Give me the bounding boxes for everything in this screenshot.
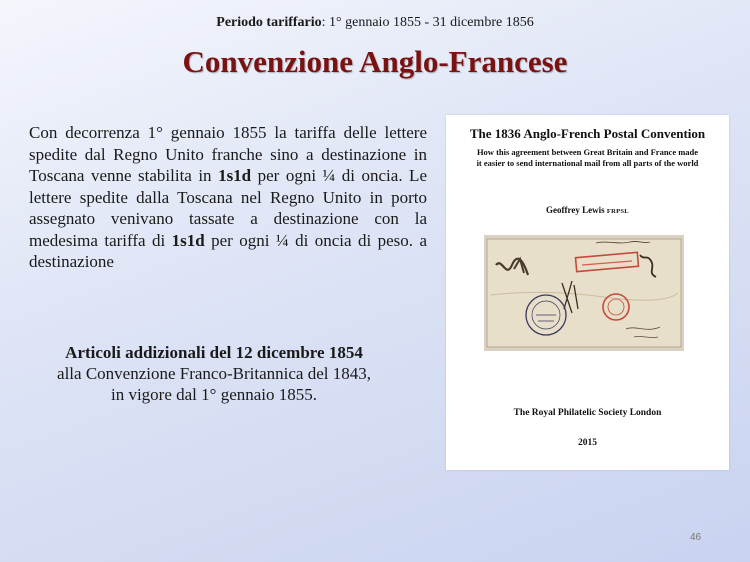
book-publisher: The Royal Philatelic Society London [513, 408, 662, 418]
page-number: 46 [690, 532, 702, 543]
book-subtitle-line-2: it easier to send international mail from all parts of the world [476, 158, 699, 168]
body-text-part-3: per ogni ¼ di oncia di peso. a destinazione [29, 230, 428, 271]
tariff-period-label: Periodo tariffario [216, 15, 322, 30]
body-paragraph [29, 122, 427, 273]
book-author-name: Geoffrey Lewis [546, 205, 605, 215]
body-text-part-1: Con decorrenza 1° gennaio 1855 la tariffa delle lettere spedite dal Regno Unito franche sino a destinazione in Toscana venne stabilita in [29, 123, 427, 185]
tariff-period-value: : 1° gennaio 1855 - 31 dicembre 1856 [321, 15, 534, 30]
book-title: The 1836 Anglo-French Postal Convention [469, 126, 706, 141]
book-author-suffix: FRPSL [606, 208, 629, 215]
tariff-period [0, 15, 750, 31]
articles-line-3: in vigore dal 1° gennaio 1855. [110, 385, 318, 404]
articles-heading: Articoli addizionali del 12 dicembre 1854 [65, 343, 363, 362]
slide-title: Convenzione Anglo-Francese [182, 44, 568, 79]
book-year: 2015 [578, 438, 597, 448]
book-subtitle-line-1: How this agreement between Great Britain and France made [476, 147, 699, 157]
book-author [446, 205, 729, 215]
book-subtitle [456, 147, 719, 169]
rate-1s1d-second: 1s1d [171, 230, 205, 250]
articles-line-2: alla Convenzione Franco-Britannica del 1843, [57, 364, 371, 383]
body-text-part-2: per ogni ¼ di oncia. Le lettere spedite dalla Toscana nel Regno Unito in porto assegnato venivano tassate a destinazione con la medesima tariffa di [29, 166, 427, 250]
additional-articles-block [15, 342, 413, 405]
book-cover [446, 115, 729, 470]
rate-1s1d-first: 1s1d [218, 166, 252, 185]
envelope-image [484, 235, 684, 351]
